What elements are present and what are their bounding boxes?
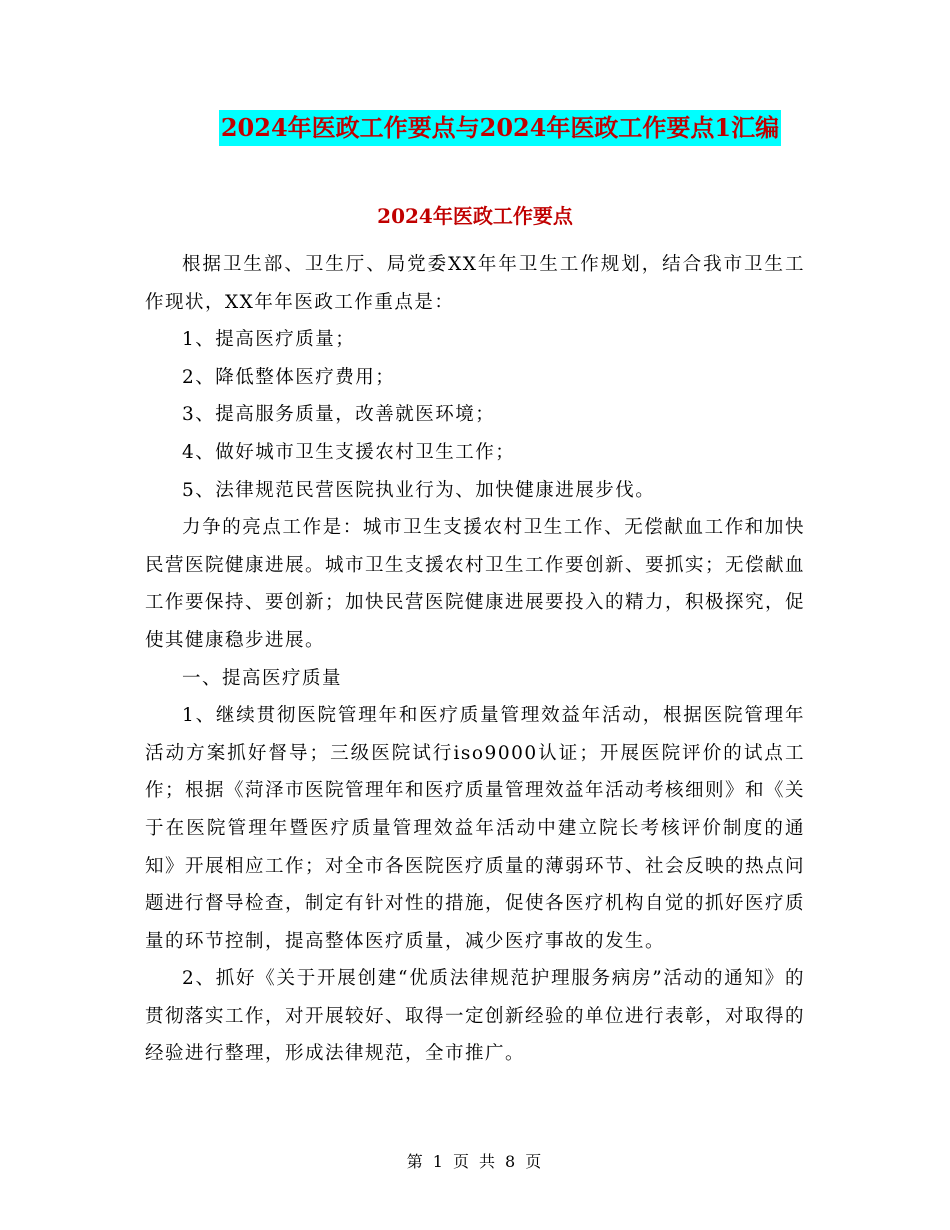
document-body <box>145 246 805 1073</box>
footer-total-pages: 8 <box>505 1152 518 1171</box>
section-title: 2024年医政工作要点 <box>377 204 573 228</box>
footer-page-label: 第 <box>406 1152 425 1171</box>
paragraph-intro: 根据卫生部、卫生厅、局党委XX年年卫生工作规划，结合我市卫生工作现状，XX年年医政工作重点是： <box>145 254 805 313</box>
footer-total-label: 共 <box>479 1152 498 1171</box>
paragraph-item-1: 1、继续贯彻医院管理年和医疗质量管理效益年活动，根据医院管理年活动方案抓好督导；三级医院试行iso9000认证；开展医院评价的试点工作；根据《菏泽市医院管理年和医疗质量管理效益年活动考核细则》和《关于在医院管理年暨医疗质量管理效益年活动中建立院长考核评价制度的通知》开展相应工作；对全市各医院医疗质量的薄弱环节、社会反映的热点问题进行督导检查，制定有针对性的措施，促使各医疗机构自觉的抓好医疗质量的环节控制，提高整体医疗质量，减少医疗事故的发生。 <box>145 705 806 952</box>
list-item-4: 4、做好城市卫生支援农村卫生工作； <box>182 441 516 463</box>
main-title: 2024年医政工作要点与2024年医政工作要点1汇编 <box>219 110 781 146</box>
footer-page-number: 1 <box>432 1152 445 1171</box>
list-item-5: 5、法律规范民营医院执业行为、加快健康进展步伐。 <box>182 479 656 501</box>
section-heading-1: 一、提高医疗质量 <box>182 667 343 689</box>
footer-page-unit: 页 <box>452 1152 471 1171</box>
list-item-2: 2、降低整体医疗费用； <box>182 366 396 388</box>
footer-total-unit: 页 <box>525 1152 544 1171</box>
main-title-container <box>0 110 950 146</box>
list-item-1: 1、提高医疗质量； <box>182 329 356 351</box>
paragraph-item-2: 2、抓好《关于开展创建“优质法律规范护理服务病房”活动的通知》的贯彻落实工作，对开展较好、取得一定创新经验的单位进行表彰，对取得的经验进行整理，形成法律规范，全市推广。 <box>145 968 806 1065</box>
paragraph-highlights: 力争的亮点工作是：城市卫生支援农村卫生工作、无偿献血工作和加快民营医院健康进展。城市卫生支援农村卫生工作要创新、要抓实；无偿献血工作要保持、要创新；加快民营医院健康进展要投入的精力，积极探究，促使其健康稳步进展。 <box>145 517 806 651</box>
list-item-3: 3、提高服务质量，改善就医环境； <box>182 404 496 426</box>
page-footer <box>0 1150 950 1174</box>
